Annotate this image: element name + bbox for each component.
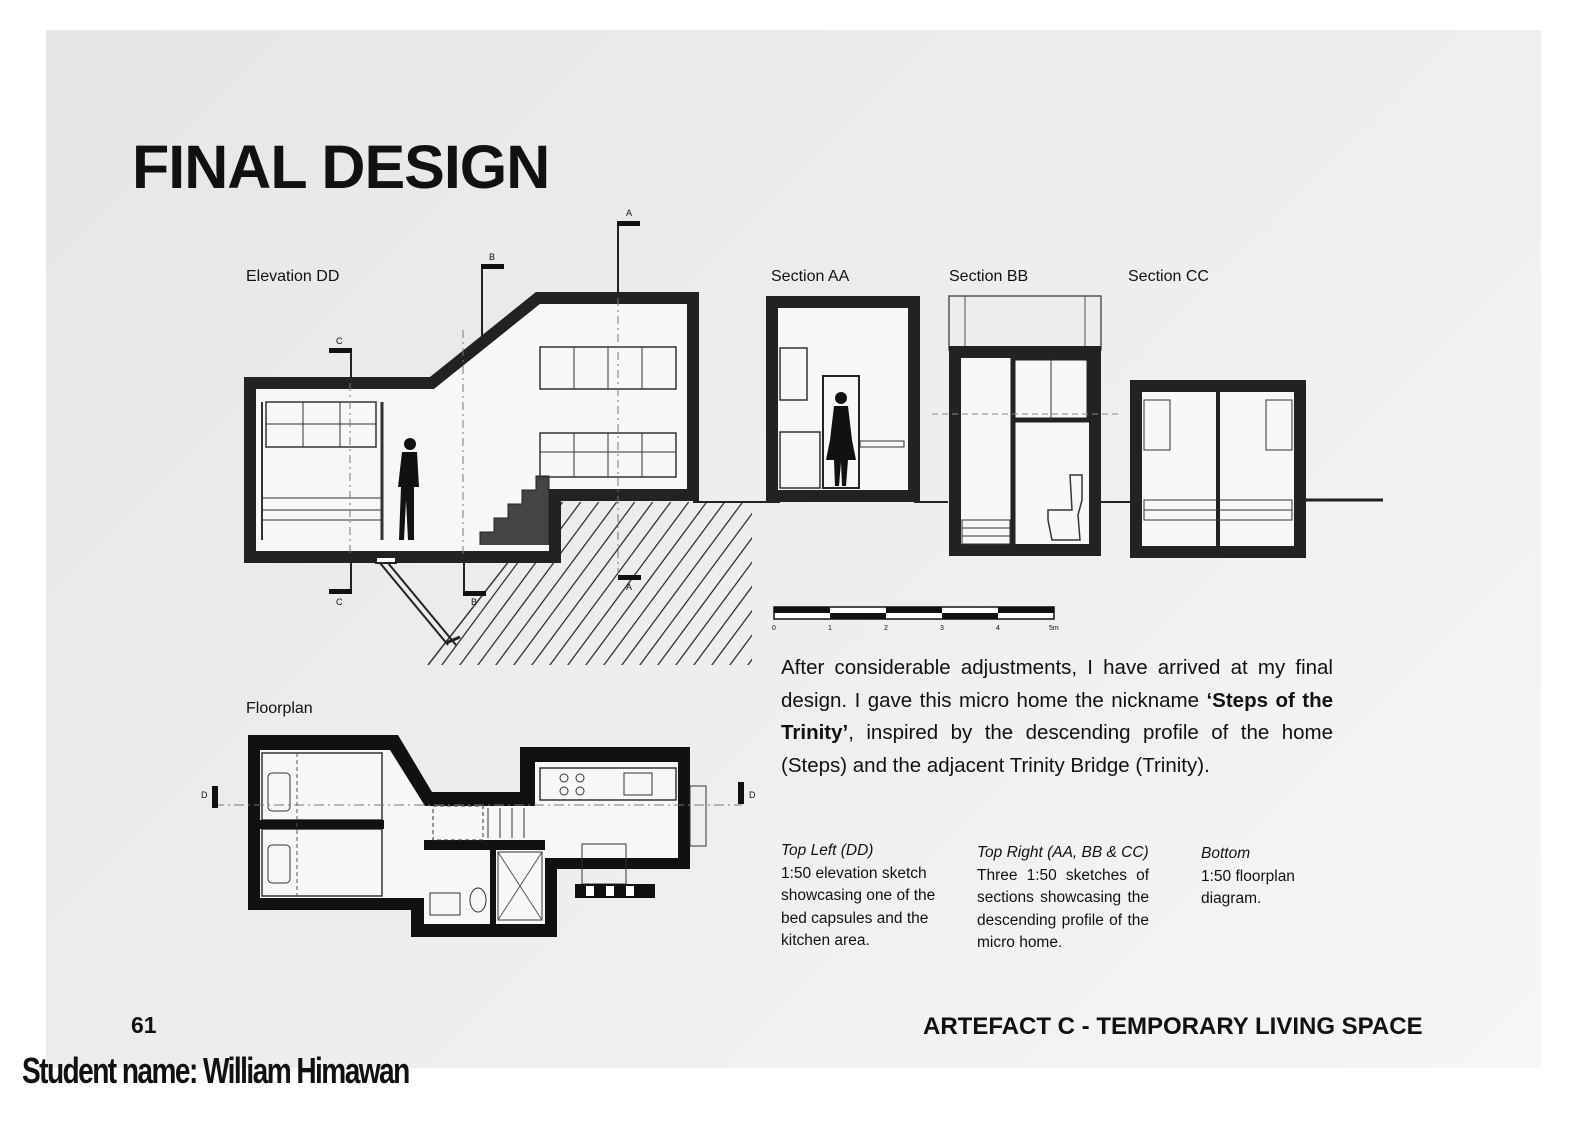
caption-text: Three 1:50 sketches of sections showcasing the descending profile of the micro home. xyxy=(977,866,1149,951)
page-number: 61 xyxy=(131,1012,157,1038)
scale-tick: 1 xyxy=(828,625,832,632)
label-floorplan: Floorplan xyxy=(246,700,313,717)
description-text-2: , inspired by the descending profile of the home (Steps) and the adjacent Trinity Bridge (Trinity). xyxy=(781,721,1333,777)
section-aa-drawing xyxy=(772,302,948,502)
scale-tick: 0 xyxy=(772,625,776,632)
caption-text: 1:50 elevation sketch showcasing one of the bed capsules and the kitchen area. xyxy=(781,864,936,949)
section-cc-drawing xyxy=(1136,386,1383,552)
page-title: FINAL DESIGN xyxy=(132,133,550,201)
scale-tick: 3 xyxy=(940,625,944,632)
scale-tick: 2 xyxy=(884,625,888,632)
caption-text: 1:50 floorplan diagram. xyxy=(1201,867,1295,907)
description-text-1: After considerable adjustments, I have arrived at my final design. I gave this micro home the nickname xyxy=(781,656,1333,712)
caption-heading: Bottom xyxy=(1201,845,1251,862)
caption-top-left xyxy=(781,840,951,953)
section-mark-d-left: D xyxy=(201,790,208,800)
floorplan-drawing xyxy=(201,735,756,937)
caption-bottom xyxy=(1201,843,1321,911)
scale-tick: 4 xyxy=(996,625,1000,632)
caption-top-right xyxy=(977,842,1149,955)
student-name: Student name: William Himawan xyxy=(22,1050,409,1091)
label-elevation-dd: Elevation DD xyxy=(246,268,340,285)
section-mark-b-bottom: B xyxy=(471,597,478,607)
design-description xyxy=(781,652,1333,782)
section-bb-drawing xyxy=(932,296,1130,550)
section-mark-c-bottom: C xyxy=(336,597,343,607)
caption-heading: Top Left (DD) xyxy=(781,842,874,859)
section-mark-c-top: C xyxy=(336,336,343,346)
label-section-bb: Section BB xyxy=(949,268,1029,285)
label-section-aa: Section AA xyxy=(771,268,850,285)
section-mark-a-bottom: A xyxy=(626,582,633,592)
caption-heading: Top Right (AA, BB & CC) xyxy=(977,844,1149,861)
label-section-cc: Section CC xyxy=(1128,268,1209,285)
design-nickname: ‘Steps of the Trinity’ xyxy=(781,688,1334,744)
section-mark-b-top: B xyxy=(489,252,496,262)
section-mark-a-top: A xyxy=(626,208,633,218)
section-mark-d-right: D xyxy=(749,790,756,800)
section-title: ARTEFACT C - TEMPORARY LIVING SPACE xyxy=(923,1013,1423,1040)
scale-bar xyxy=(772,607,1059,632)
scale-tick: 5m xyxy=(1049,625,1059,632)
